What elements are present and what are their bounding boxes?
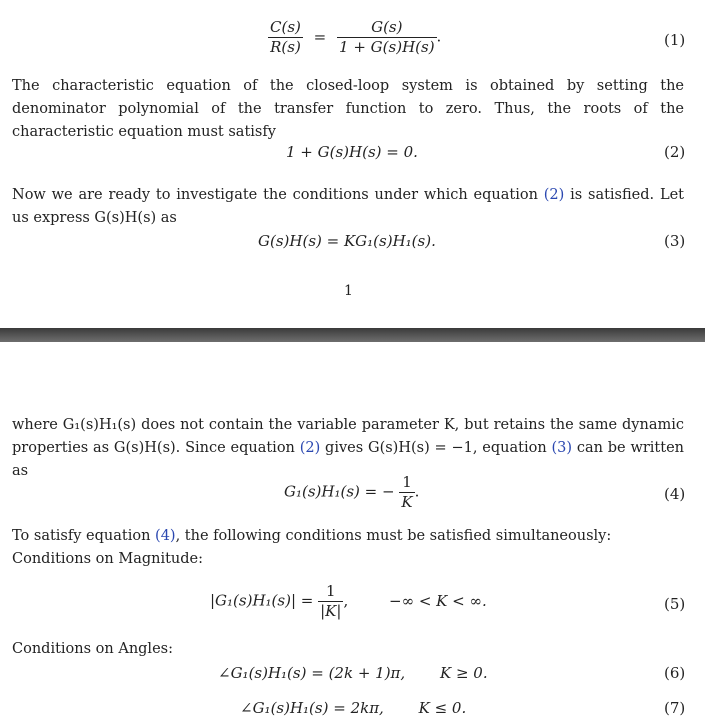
equation-1-rhs-denominator: 1 + G(s)H(s) <box>339 38 435 56</box>
equation-4-numerator: 1 <box>399 473 414 493</box>
paragraph-text: To satisfy equation <box>12 528 156 544</box>
equation-6-expression: ∠G₁(s)H₁(s) = (2k + 1)π, <box>218 664 406 682</box>
equation-4-number: (4) <box>664 485 686 503</box>
equation-5-fraction <box>318 582 343 621</box>
paragraph-text: Now we are ready to investigate the conditions under which equation <box>12 187 544 203</box>
equation-1-equals: = <box>313 27 327 46</box>
page-1 <box>0 0 705 328</box>
paragraph-investigate-conditions <box>12 184 684 230</box>
equation-4-period: . <box>414 482 420 501</box>
equation-5 <box>210 582 487 621</box>
paragraph-satisfy-conditions <box>12 525 684 548</box>
paragraph-text: is satisfied. Let us express G(s)H(s) as <box>12 187 684 226</box>
heading-conditions-angles: Conditions on Angles: <box>12 641 173 657</box>
equation-5-lhs: |G₁(s)H₁(s)| = <box>210 591 314 610</box>
equation-7 <box>240 699 466 717</box>
page-2 <box>0 342 705 726</box>
equation-1-period: . <box>436 27 442 46</box>
paragraph-text: can be written as <box>12 440 684 479</box>
equation-1-number: (1) <box>664 31 686 49</box>
page-number: 1 <box>344 283 353 299</box>
paragraph-text: , the following conditions must be satisfied simultaneously: <box>175 528 612 544</box>
equation-5-numerator: 1 <box>318 582 343 602</box>
equation-5-comma: , <box>343 591 349 610</box>
equation-2: 1 + G(s)H(s) = 0. <box>286 143 418 161</box>
equation-2-number: (2) <box>664 143 686 161</box>
equation-3-number: (3) <box>664 232 686 250</box>
paragraph-text: where G₁(s)H₁(s) does not contain the variable parameter K, but retains the same dynamic properties as G(s)H(s). Since equation <box>12 417 684 456</box>
equation-5-number: (5) <box>664 595 686 613</box>
equation-6-condition: K ≥ 0. <box>439 664 488 682</box>
heading-conditions-magnitude: Conditions on Magnitude: <box>12 551 204 567</box>
equation-1-lhs-numerator: C(s) <box>270 18 301 36</box>
equation-4-fraction <box>399 473 414 512</box>
equation-1-lhs-fraction <box>268 18 303 57</box>
equation-1-lhs-denominator: R(s) <box>270 38 301 56</box>
equation-7-number: (7) <box>664 699 686 717</box>
equation-7-condition: K ≤ 0. <box>418 699 467 717</box>
equation-1 <box>268 18 441 57</box>
equation-6-number: (6) <box>664 664 686 682</box>
equation-5-denominator: |K| <box>320 602 342 620</box>
equation-ref-3[interactable]: (3) <box>551 440 573 456</box>
equation-1-rhs-numerator: G(s) <box>337 18 437 38</box>
equation-7-expression: ∠G₁(s)H₁(s) = 2kπ, <box>240 699 384 717</box>
equation-3: G(s)H(s) = KG₁(s)H₁(s). <box>258 232 436 250</box>
equation-4 <box>284 473 419 512</box>
equation-6 <box>218 664 488 682</box>
equation-ref-2[interactable]: (2) <box>543 187 565 203</box>
equation-ref-4[interactable]: (4) <box>155 528 176 544</box>
paragraph-characteristic-equation: The characteristic equation of the closed-loop system is obtained by setting the denominator polynomial of the transfer function to zero. Thus, the roots of the characteristic equation must satisfy <box>12 78 684 140</box>
equation-4-lhs: G₁(s)H₁(s) = − <box>284 482 395 501</box>
equation-4-denominator: K <box>401 493 413 511</box>
equation-5-condition: −∞ < K < ∞. <box>389 591 487 610</box>
equation-ref-2[interactable]: (2) <box>299 440 321 456</box>
equation-1-rhs-fraction <box>337 18 437 57</box>
page-separator <box>0 328 705 342</box>
paragraph-text: gives G(s)H(s) = −1, equation <box>320 440 552 456</box>
